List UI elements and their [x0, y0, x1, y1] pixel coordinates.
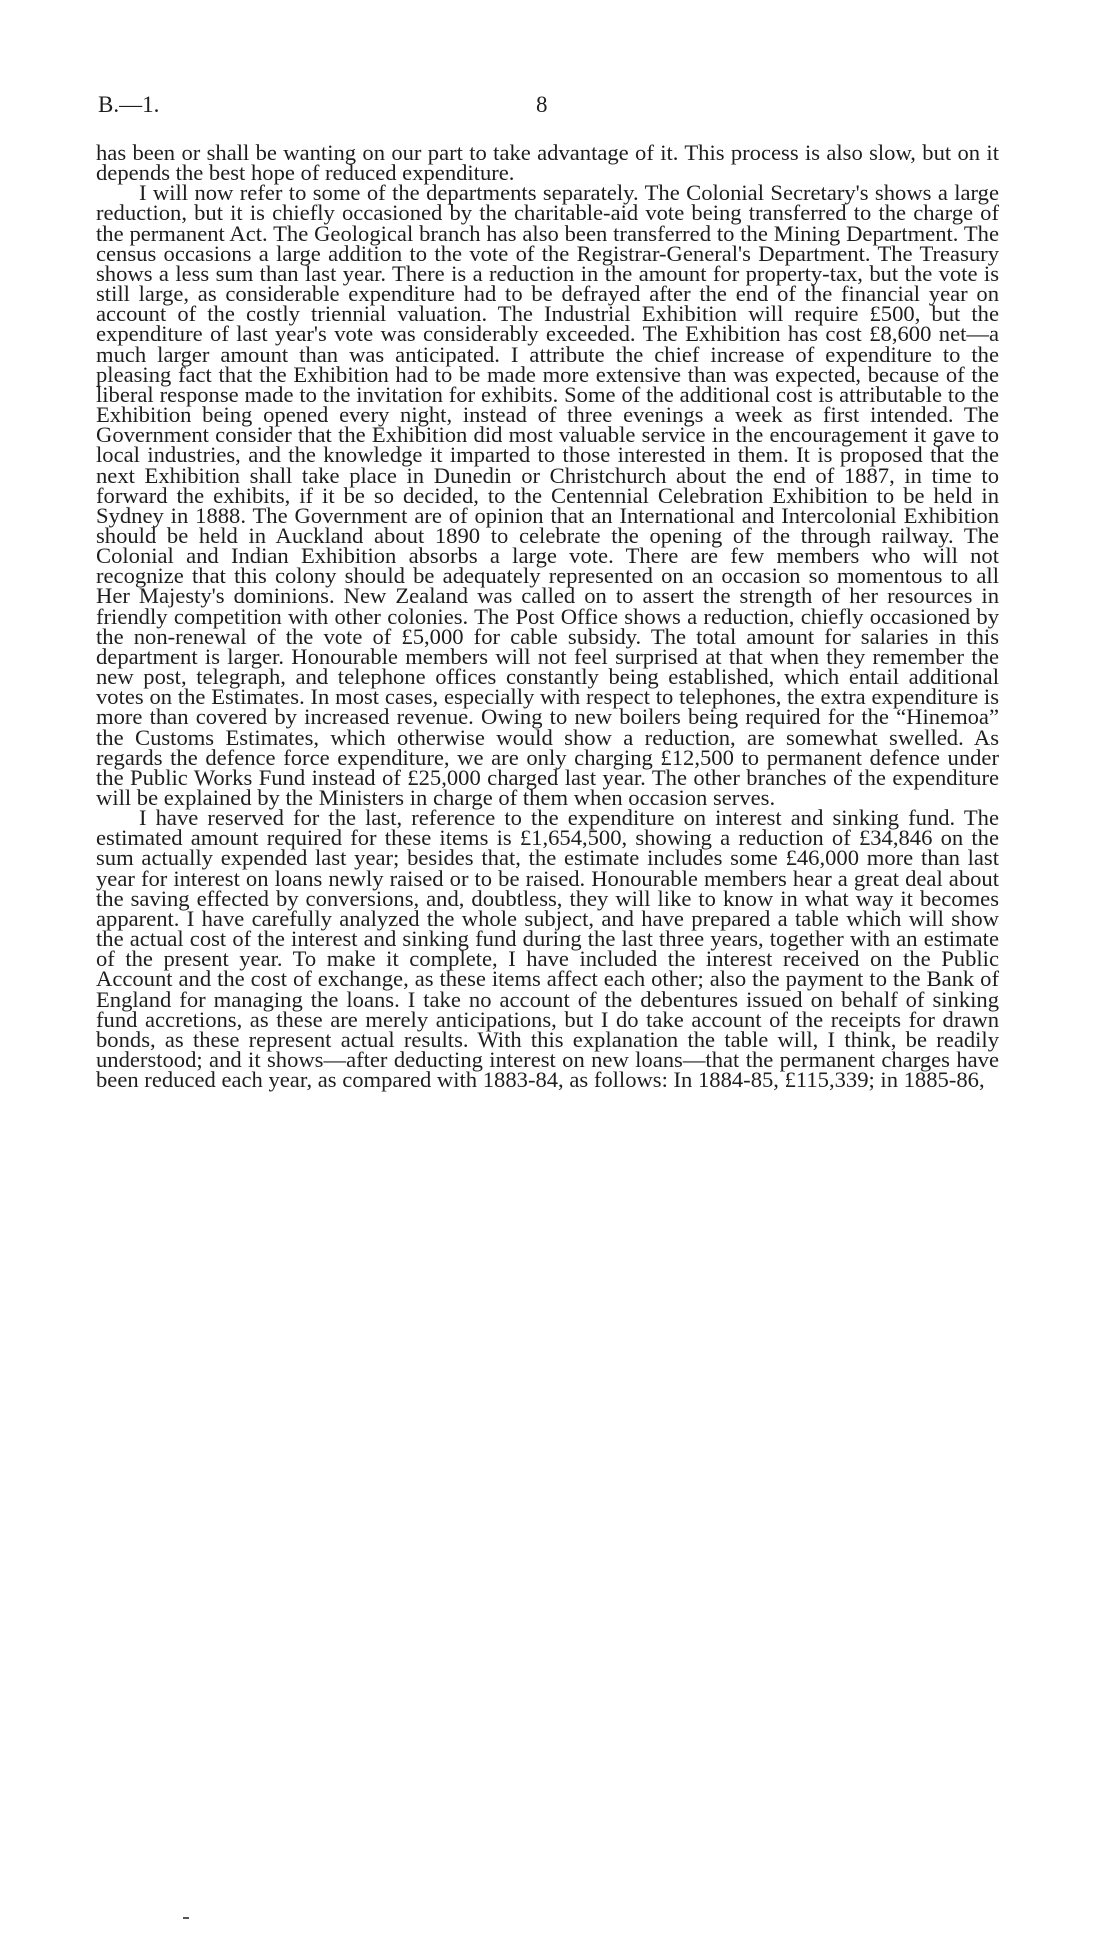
page-number: 8: [536, 92, 548, 117]
stray-print-mark: [183, 1917, 189, 1919]
document-reference: B.—1.: [98, 92, 160, 117]
paragraph-interest-sinking-fund: I have reserved for the last, reference to the expenditure on interest and sinking fund. The estimated amount required for these items is £1,654,500, showing a reduction of £34,846 on the sum actually expended last year; besides that, the estimate includes some £46,000 more than last year for interest on loans newly raised or to be raised. Honourable members hear a great deal about the saving effected by conversions, and, doubtless, they will like to know in what way it becomes apparent. I have carefully analyzed the whole subject, and have prepared a table which will show the actual cost of the interest and sinking fund during the last three years, together with an estimate of the present year. To make it complete, I have included the interest received on the Public Account and the cost of exchange, as these items affect each other; also the payment to the Bank of England for managing the loans. I take no account of the debentures issued on behalf of sinking fund accretions, as these are merely anticipations, but I do take account of the receipts for drawn bonds, as these represent actual results. With this explanation the table will, I think, be readily understood; and it shows—after deducting interest on new loans—that the permanent charges have been reduced each year, as compared with 1883-84, as follows: In 1884-85, £115,339; in 1885-86,: [96, 805, 999, 1093]
body-text: [96, 140, 999, 1093]
paragraph-departments: I will now refer to some of the departments separately. The Colonial Secretary's shows a large reduction, but it is chiefly occasioned by the charitable-aid vote being transferred to the charge of the permanent Act. The Geological branch has also been transferred to the Mining Department. The census occasions a large addition to the vote of the Registrar-General's Department. The Treasury shows a less sum than last year. There is a reduction in the amount for property-tax, but the vote is still large, as considerable expenditure had to be defrayed after the end of the financial year on account of the costly triennial valuation. The Industrial Exhibition will require £500, but the expenditure of last year's vote was considerably exceeded. The Exhibition has cost £8,600 net—a much larger amount than was anticipated. I attribute the chief increase of expenditure to the pleasing fact that the Exhibition had to be made more extensive than was expected, because of the liberal response made to the invitation for exhibits. Some of the additional cost is attributable to the Exhibition being opened every night, instead of three evenings a week as first intended. The Government consider that the Exhibition did most valuable service in the encouragement it gave to local industries, and the knowledge it imparted to those interested in them. It is proposed that the next Exhibition shall take place in Dunedin or Christchurch about the end of 1887, in time to forward the exhibits, if it be so decided, to the Centennial Celebration Exhibition to be held in Sydney in 1888. The Government are of opinion that an International and Intercolonial Exhibition should be held in Auckland about 1890 to celebrate the opening of the through railway. The Colonial and Indian Exhibition absorbs a large vote. There are few members who will not recognize that this colony should be adequately represented on an occasion so momentous to all Her Majesty's dominions. New Zealand was called on to assert the strength of her resources in friendly competition with other colonies. The Post Office shows a reduction, chiefly occasioned by the non-renewal of the vote of £5,000 for cable subsidy. The total amount for salaries in this department is larger. Honourable members will not feel surprised at that when they remember the new post, telegraph, and telephone offices constantly being established, which entail additional votes on the Estimates. In most cases, especially with respect to telephones, the extra expenditure is more than covered by increased revenue. Owing to new boilers being required for the “Hinemoa” the Customs Estimates, which otherwise would show a reduction, are somewhat swelled. As regards the defence force expenditure, we are only charging £12,500 to permanent defence under the Public Works Fund instead of £25,000 charged last year. The other branches of the expenditure will be explained by the Ministers in charge of them when occasion serves.: [96, 180, 999, 810]
paragraph-continuation: has been or shall be wanting on our part to take advantage of it. This process is also slow, but on it depends the best hope of reduced expenditure.: [96, 140, 999, 186]
page-header: [98, 92, 998, 122]
